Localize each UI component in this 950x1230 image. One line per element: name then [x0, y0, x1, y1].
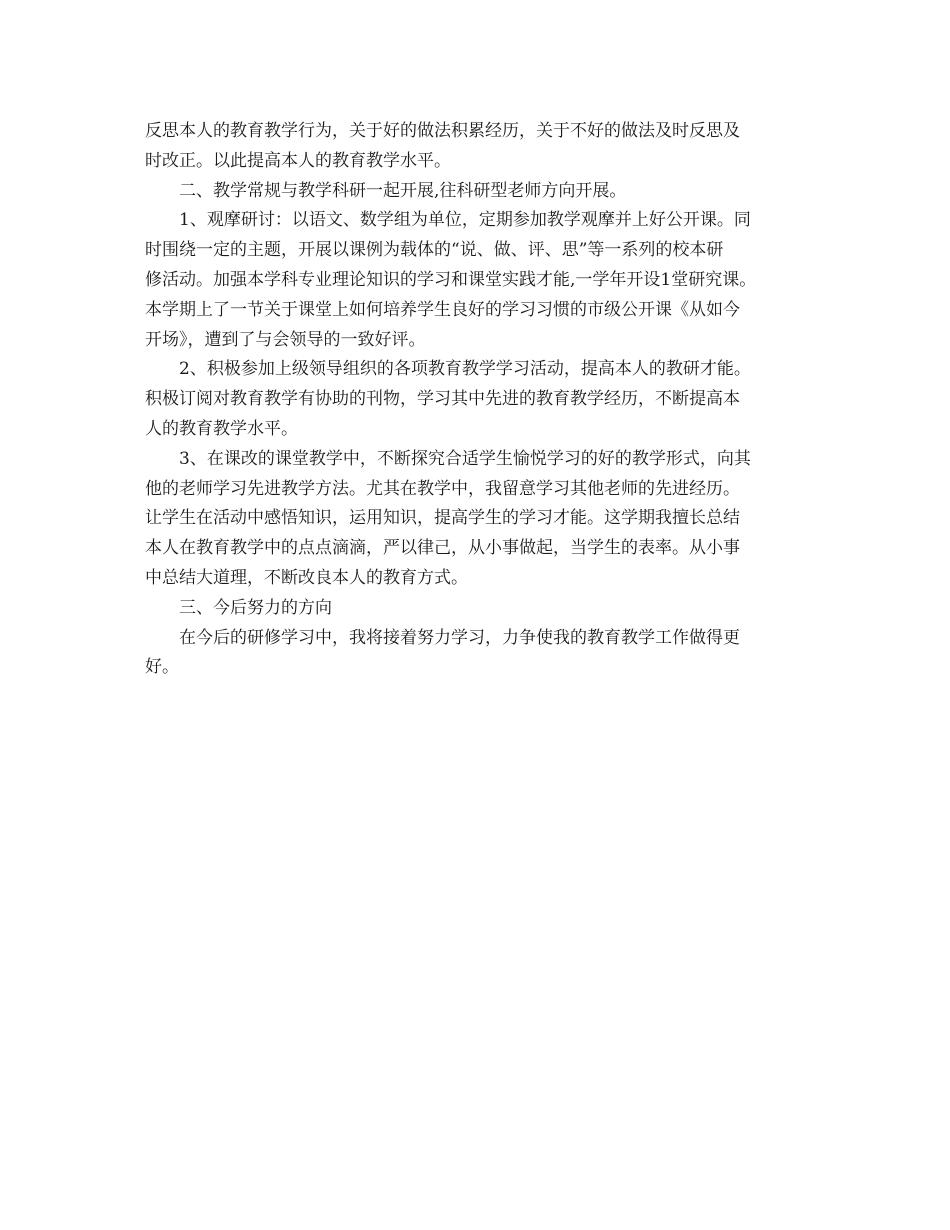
text-line: 好。 [145, 657, 179, 678]
section-heading: 二、教学常规与教学科研一起开展,往科研型老师方向开展。 [179, 180, 627, 201]
text-line: 积极订阅对教育教学有协助的刊物，学习其中先进的教育教学经历，不断提高本 [145, 389, 740, 410]
text-line: 人的教育教学水平。 [145, 418, 298, 439]
section-heading: 三、今后努力的方向 [179, 597, 332, 618]
text-line: 2、积极参加上级领导组织的各项教育教学学习活动，提高本人的教研才能。 [179, 359, 751, 380]
text-line: 本人在教育教学中的点点滴滴，严以律己，从小事做起，当学生的表率。从小事 [145, 538, 740, 559]
text-line: 时围绕一定的主题，开展以课例为载体的“说、做、评、思”等一系列的校本研 [145, 240, 724, 261]
text-line: 在今后的研修学习中，我将接着努力学习，力争使我的教育教学工作做得更 [179, 627, 740, 648]
text-line: 他的老师学习先进教学方法。尤其在教学中，我留意学习其他老师的先进经历。 [145, 478, 740, 499]
text-line: 修活动。加强本学科专业理论知识的学习和课堂实践才能,一学年开设1堂研究课。 [145, 269, 757, 290]
text-line: 时改正。以此提高本人的教育教学水平。 [145, 150, 451, 171]
text-line: 本学期上了一节关于课堂上如何培养学生良好的学习习惯的市级公开课《从如今 [145, 299, 740, 320]
text-line: 1、观摩研讨：以语文、数学组为单位，定期参加教学观摩并上好公开课。同 [179, 210, 751, 231]
text-line: 3、在课改的课堂教学中，不断探究合适学生愉悦学习的好的教学形式，向其 [179, 448, 751, 469]
document-body [145, 117, 825, 683]
text-line: 反思本人的教育教学行为，关于好的做法积累经历，关于不好的做法及时反思及 [145, 121, 740, 141]
text-line: 中总结大道理，不断改良本人的教育方式。 [145, 567, 468, 588]
text-line: 开场》，遭到了与会领导的一致好评。 [145, 329, 426, 350]
text-line: 让学生在活动中感悟知识，运用知识，提高学生的学习才能。这学期我擅长总结 [145, 508, 740, 529]
